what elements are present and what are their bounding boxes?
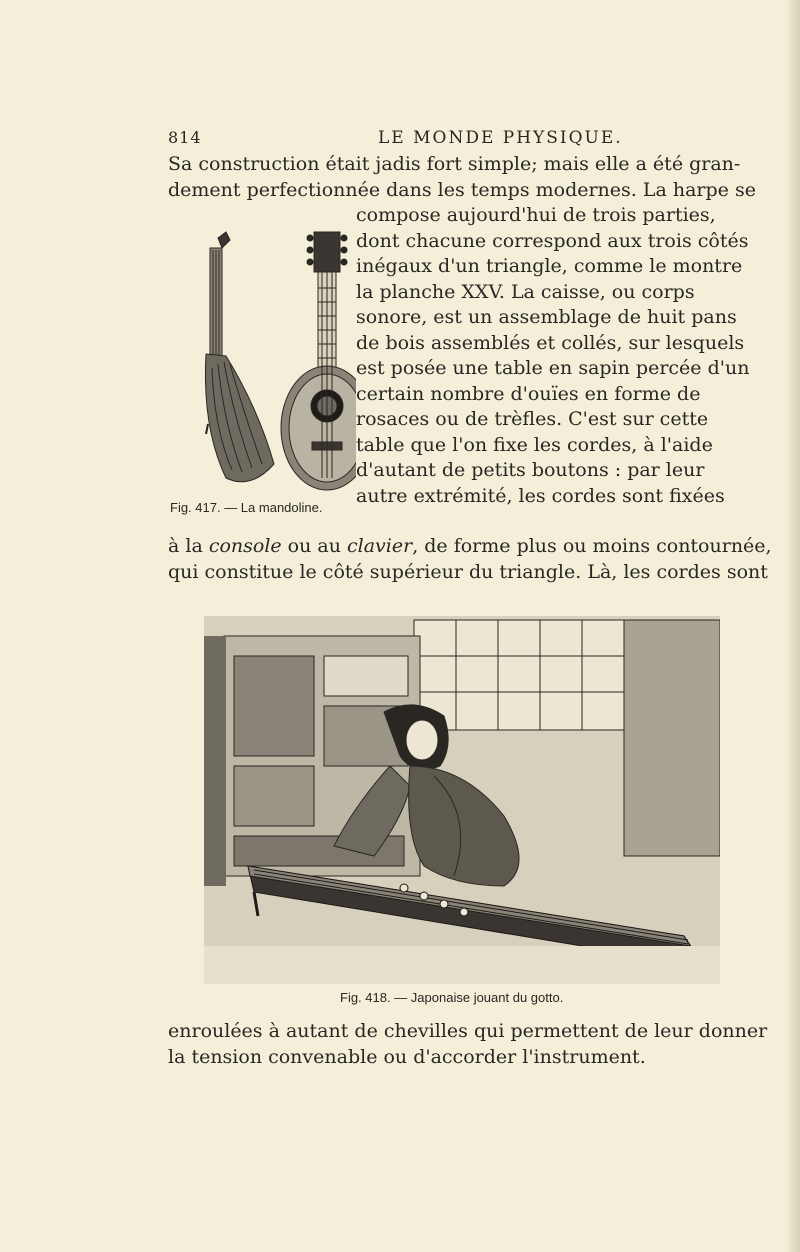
text-line: autre extrémité, les cordes sont fixées xyxy=(356,484,725,507)
text-line: de bois assemblés et collés, sur lesquels xyxy=(356,331,745,354)
text-line xyxy=(168,534,772,560)
text-line: certain nombre d'ouïes en forme de xyxy=(356,382,701,405)
text-line: compose aujourd'hui de trois parties, xyxy=(356,204,716,226)
text-line: qui constitue le côté supérieur du triangle. Là, les cordes sont xyxy=(168,560,768,583)
paragraph-1-top xyxy=(168,152,756,203)
mandolin-side-view xyxy=(205,232,274,482)
term-clavier: clavier xyxy=(347,535,413,557)
text-line: Sa construction était jadis fort simple; mais elle a été gran- xyxy=(168,153,741,175)
paragraph-1-bottom xyxy=(168,534,772,585)
floor xyxy=(204,946,720,984)
left-screen xyxy=(204,636,226,886)
mandolin-illustration xyxy=(196,228,356,498)
cabinet xyxy=(224,636,420,876)
text-fragment: à la xyxy=(168,535,209,557)
text-line: sonore, est un assemblage de huit pans xyxy=(356,306,737,328)
page-number: 814 xyxy=(168,128,202,147)
term-console: console xyxy=(208,535,282,557)
figure-418-caption: Fig. 418. — Japonaise jouant du gotto. xyxy=(340,990,564,1005)
text-fragment: ou au xyxy=(281,535,347,557)
text-line: rosaces ou de trèfles. C'est sur cette xyxy=(356,408,709,430)
text-line: enroulées à autant de chevilles qui permettent de leur donner xyxy=(168,1020,768,1042)
figure-417-caption: Fig. 417. — La mandoline. xyxy=(170,500,323,515)
text-fragment: , de forme plus ou moins contournée, xyxy=(412,535,772,557)
text-line: dont chacune correspond aux trois côtés xyxy=(356,229,749,252)
mandolin-front-view xyxy=(281,232,356,490)
text-line: inégaux d'un triangle, comme le montre xyxy=(356,255,743,277)
koto-player-illustration xyxy=(204,616,720,984)
page-edge-shadow xyxy=(786,0,800,1252)
text-line: est posée une table en sapin percée d'un xyxy=(356,357,750,379)
text-line: la tension convenable ou d'accorder l'instrument. xyxy=(168,1045,646,1068)
paragraph-1-beside-figure xyxy=(356,203,750,509)
text-line: dement perfectionnée dans les temps modernes. La harpe se xyxy=(168,178,756,201)
page-header xyxy=(168,128,628,150)
text-line: d'autant de petits boutons : par leur xyxy=(356,459,705,481)
running-title: LE MONDE PHYSIQUE. xyxy=(378,128,623,148)
paragraph-2 xyxy=(168,1019,768,1070)
text-line: table que l'on fixe les cordes, à l'aide xyxy=(356,433,713,456)
text-line: la planche XXV. La caisse, ou corps xyxy=(356,280,695,303)
